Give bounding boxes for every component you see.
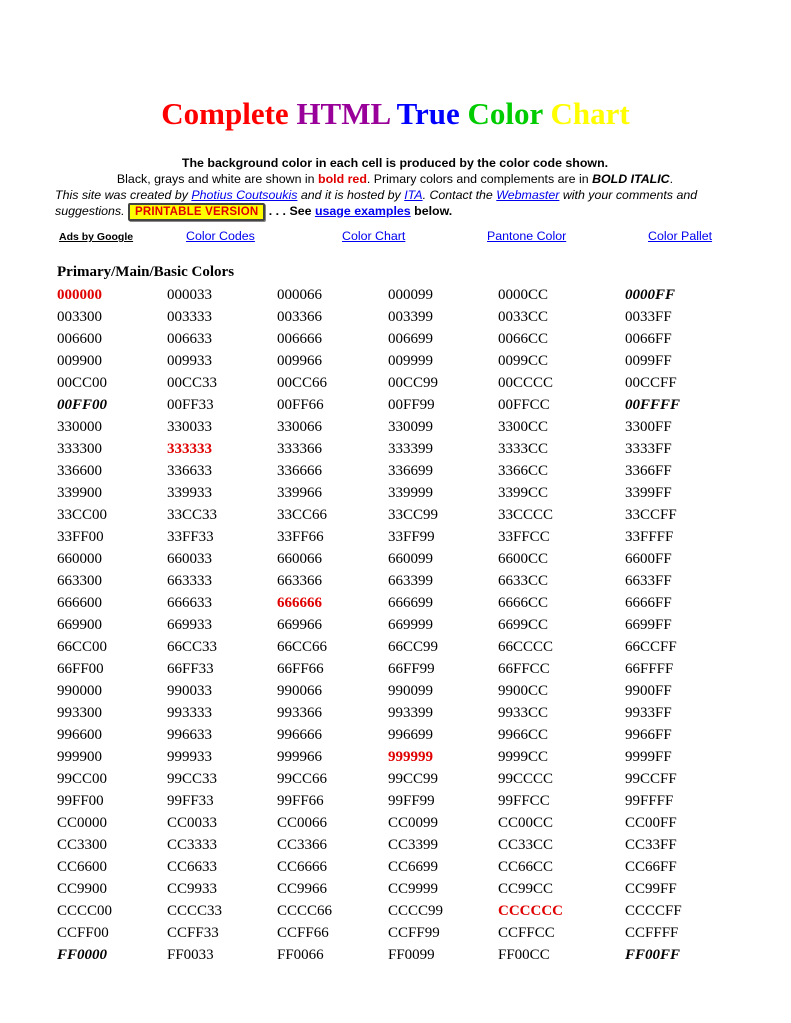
ads-by-google-label[interactable]: Ads by Google	[59, 231, 134, 243]
color-code-cell: 6666FF	[625, 595, 672, 611]
color-code-cell: 66CC66	[277, 639, 328, 655]
color-code-cell: 00FF66	[277, 397, 324, 413]
color-code-cell: FF0066	[277, 947, 324, 963]
color-code-cell: 993333	[167, 705, 212, 721]
color-code-cell: 000099	[388, 287, 433, 303]
section-heading: Primary/Main/Basic Colors	[57, 264, 235, 280]
color-code-cell: 333366	[277, 441, 322, 457]
color-code-cell: 663333	[167, 573, 212, 589]
color-code-cell: 663399	[388, 573, 433, 589]
title-word-5: Chart	[550, 96, 630, 131]
color-code-cell: 9999FF	[625, 749, 672, 765]
color-code-cell: CC3399	[388, 837, 439, 853]
color-code-cell: 003300	[57, 309, 102, 325]
color-code-cell: 990099	[388, 683, 433, 699]
color-code-cell: 99CC00	[57, 771, 108, 787]
color-code-cell: CC0000	[57, 815, 108, 831]
intro-line-2-c: .	[669, 172, 674, 186]
color-code-cell: FF0099	[388, 947, 435, 963]
color-code-cell: 330000	[57, 419, 102, 435]
color-code-cell: 00CC66	[277, 375, 328, 391]
color-code-cell: CC99FF	[625, 881, 677, 897]
color-code-cell: 0000CC	[498, 287, 549, 303]
color-code-cell: 3300CC	[498, 419, 549, 435]
ad-link-bar	[55, 229, 735, 247]
color-code-cell: 993300	[57, 705, 102, 721]
title-word-4: Color	[467, 96, 543, 131]
color-code-cell: 9933CC	[498, 705, 549, 721]
color-code-cell: 000066	[277, 287, 322, 303]
color-code-cell: CC3300	[57, 837, 108, 853]
color-code-cell: 6600FF	[625, 551, 672, 567]
color-code-cell: 660066	[277, 551, 322, 567]
color-code-cell: 66CCCC	[498, 639, 554, 655]
color-code-cell: 996666	[277, 727, 322, 743]
color-code-cell: 6633FF	[625, 573, 672, 589]
color-code-cell: 0099FF	[625, 353, 672, 369]
color-code-cell: 339933	[167, 485, 212, 501]
color-code-cell: 99CCFF	[625, 771, 677, 787]
intro-line-3-b: and it is hosted by	[297, 188, 405, 202]
color-code-cell: 666699	[388, 595, 433, 611]
color-code-cell: CC9999	[388, 881, 439, 897]
color-code-cell: 999933	[167, 749, 212, 765]
color-code-cell: 99FF00	[57, 793, 104, 809]
color-code-cell: 66CCFF	[625, 639, 677, 655]
color-code-cell: 3399CC	[498, 485, 549, 501]
color-code-cell: 3366CC	[498, 463, 549, 479]
intro-line-3-f: below.	[410, 204, 453, 218]
color-code-cell: 33CC33	[167, 507, 218, 523]
color-code-cell: 66FFCC	[498, 661, 550, 677]
title-word-1: Complete	[161, 96, 289, 131]
color-code-cell: 33CCFF	[625, 507, 677, 523]
color-code-cell: 6699CC	[498, 617, 549, 633]
title-word-2: HTML	[296, 96, 390, 131]
color-code-cell: 99FF99	[388, 793, 435, 809]
color-code-cell: CC00CC	[498, 815, 554, 831]
color-code-cell: 006699	[388, 331, 433, 347]
color-code-cell: 6666CC	[498, 595, 549, 611]
intro-bold-red: bold red	[318, 172, 367, 186]
color-code-cell: CC3366	[277, 837, 328, 853]
intro-line-3-e: . . . See	[265, 204, 315, 218]
color-code-cell: 339900	[57, 485, 102, 501]
color-code-cell: CCFF00	[57, 925, 109, 941]
color-code-cell: CC9900	[57, 881, 108, 897]
color-code-cell: 3333CC	[498, 441, 549, 457]
color-code-cell: 0066CC	[498, 331, 549, 347]
color-code-cell: 99CC66	[277, 771, 328, 787]
color-code-cell: 00FFCC	[498, 397, 550, 413]
color-code-cell: CC3333	[167, 837, 218, 853]
color-code-cell: CCCC33	[167, 903, 223, 919]
color-code-cell: 33FF00	[57, 529, 104, 545]
color-code-cell: CCFF66	[277, 925, 329, 941]
page-title	[0, 96, 791, 132]
color-code-cell: 99FF33	[167, 793, 214, 809]
color-code-cell: 669933	[167, 617, 212, 633]
color-code-cell: 99FF66	[277, 793, 324, 809]
color-code-cell: 669966	[277, 617, 322, 633]
color-code-cell: 0099CC	[498, 353, 549, 369]
color-code-cell: 99FFCC	[498, 793, 550, 809]
color-code-cell: 6699FF	[625, 617, 672, 633]
intro-line-2-b: . Primary colors and complements are in	[366, 172, 593, 186]
color-code-cell: CC6699	[388, 859, 439, 875]
color-code-cell: CC0099	[388, 815, 439, 831]
color-code-cell: 66FF99	[388, 661, 435, 677]
color-code-cell: 666666	[277, 595, 322, 611]
color-code-cell: CCFFFF	[625, 925, 679, 941]
color-code-cell: 66FF66	[277, 661, 324, 677]
intro-line-1	[55, 155, 735, 171]
color-code-cell: 66FF00	[57, 661, 104, 677]
color-code-cell: 3333FF	[625, 441, 672, 457]
color-code-cell: 66CC33	[167, 639, 218, 655]
color-code-cell: CC6633	[167, 859, 218, 875]
ad-link-color-pallet[interactable]: Color Pallet	[648, 229, 713, 243]
color-code-cell: 999900	[57, 749, 102, 765]
color-code-cell: 0000FF	[625, 287, 676, 303]
color-code-cell: 33CCCC	[498, 507, 554, 523]
color-code-cell: CCCC66	[277, 903, 333, 919]
color-code-cell: 990066	[277, 683, 322, 699]
color-code-cell: CCCC99	[388, 903, 444, 919]
intro-line-3-a: This site was created by	[55, 188, 192, 202]
color-code-cell: FF00FF	[625, 947, 681, 963]
color-code-cell: 330033	[167, 419, 212, 435]
color-code-cell: 00CC99	[388, 375, 439, 391]
color-code-cell: 993399	[388, 705, 433, 721]
color-code-cell: 33CC00	[57, 507, 108, 523]
color-code-cell: CCCCCC	[498, 903, 563, 919]
title-word-3: True	[396, 96, 460, 131]
color-code-cell: FF0000	[57, 947, 108, 963]
color-code-cell: 9966FF	[625, 727, 672, 743]
intro-line-3-d: with your comments and suggestions.	[55, 188, 698, 218]
color-code-cell: 990000	[57, 683, 102, 699]
color-code-cell: 33FF66	[277, 529, 324, 545]
color-code-cell: CC6600	[57, 859, 108, 875]
color-code-cell: 3300FF	[625, 419, 672, 435]
color-code-cell: 993366	[277, 705, 322, 721]
color-code-cell: CC6666	[277, 859, 328, 875]
color-code-cell: 336699	[388, 463, 433, 479]
color-code-cell: 9900CC	[498, 683, 549, 699]
color-code-cell: CCFFCC	[498, 925, 555, 941]
color-code-cell: 3399FF	[625, 485, 672, 501]
color-code-cell: 33FF99	[388, 529, 435, 545]
color-code-cell: 333333	[167, 441, 212, 457]
color-code-cell: 009933	[167, 353, 212, 369]
color-code-cell: 999966	[277, 749, 322, 765]
color-code-cell: CCCCFF	[625, 903, 682, 919]
color-code-cell: 33CC66	[277, 507, 328, 523]
color-code-cell: 339999	[388, 485, 433, 501]
color-code-cell: 669900	[57, 617, 102, 633]
color-code-cell: 330099	[388, 419, 433, 435]
color-code-cell: CCFF99	[388, 925, 440, 941]
color-code-cell: FF00CC	[498, 947, 550, 963]
color-code-cell: 00FF00	[57, 397, 108, 413]
color-code-cell: CC33FF	[625, 837, 677, 853]
color-code-cell: 33FFCC	[498, 529, 550, 545]
color-code-cell: 33FF33	[167, 529, 214, 545]
color-code-cell: CCFF33	[167, 925, 219, 941]
intro-line-3	[55, 187, 735, 221]
color-code-cell: 006633	[167, 331, 212, 347]
color-code-cell: 003399	[388, 309, 433, 325]
color-code-cell: 336600	[57, 463, 102, 479]
color-code-cell: 99FFFF	[625, 793, 674, 809]
color-code-cell: 663300	[57, 573, 102, 589]
color-code-cell: 996600	[57, 727, 102, 743]
color-code-cell: 00FFFF	[625, 397, 681, 413]
color-code-cell: CC0066	[277, 815, 328, 831]
color-code-cell: 996633	[167, 727, 212, 743]
color-code-cell: 660099	[388, 551, 433, 567]
color-code-cell: 660033	[167, 551, 212, 567]
intro-bold-italic: BOLD ITALIC	[592, 172, 670, 186]
color-code-cell: 333300	[57, 441, 102, 457]
ad-link-pantone-color[interactable]: Pantone Color	[487, 229, 567, 243]
color-code-cell: 66CC99	[388, 639, 439, 655]
color-code-cell: 333399	[388, 441, 433, 457]
color-code-cell: 006666	[277, 331, 322, 347]
printable-version-button[interactable]: PRINTABLE VERSION	[128, 203, 265, 221]
color-code-cell: 336633	[167, 463, 212, 479]
color-code-cell: CC99CC	[498, 881, 554, 897]
color-code-cell: 99CC33	[167, 771, 218, 787]
webmaster-link[interactable]: Webmaster	[496, 188, 560, 202]
color-code-cell: CC9966	[277, 881, 328, 897]
color-code-cell: 330066	[277, 419, 322, 435]
color-code-cell: 996699	[388, 727, 433, 743]
color-code-cell: 3366FF	[625, 463, 672, 479]
color-code-cell: CCCC00	[57, 903, 113, 919]
color-code-cell: CC9933	[167, 881, 218, 897]
color-code-cell: 6600CC	[498, 551, 549, 567]
intro-line-2-a: Black, grays and white are shown in	[116, 172, 319, 186]
color-code-cell: 669999	[388, 617, 433, 633]
color-code-cell: 00CC00	[57, 375, 108, 391]
color-code-cell: 33FFFF	[625, 529, 674, 545]
intro-line-2	[55, 171, 735, 187]
color-code-cell: CC66CC	[498, 859, 554, 875]
color-code-cell: 9933FF	[625, 705, 672, 721]
color-code-cell: 00CCFF	[625, 375, 677, 391]
color-code-cell: 999999	[388, 749, 433, 765]
color-code-cell: 660000	[57, 551, 102, 567]
ad-link-color-codes[interactable]: Color Codes	[186, 229, 255, 243]
color-code-cell: 99CC99	[388, 771, 439, 787]
color-code-cell: 009999	[388, 353, 433, 369]
color-code-cell: CC66FF	[625, 859, 677, 875]
color-code-cell: 00FF33	[167, 397, 214, 413]
color-code-cell: 000000	[57, 287, 102, 303]
color-code-cell: 000033	[167, 287, 212, 303]
color-code-cell: 99CCCC	[498, 771, 554, 787]
color-code-cell: 339966	[277, 485, 322, 501]
host-link[interactable]: ITA	[404, 188, 423, 202]
color-code-cell: 666633	[167, 595, 212, 611]
color-code-cell: FF0033	[167, 947, 214, 963]
color-code-cell: 006600	[57, 331, 102, 347]
usage-examples-link[interactable]: usage examples	[314, 204, 411, 218]
color-code-cell: CC0033	[167, 815, 218, 831]
color-code-cell: 003333	[167, 309, 212, 325]
color-code-cell: 009900	[57, 353, 102, 369]
color-code-cell: 66CC00	[57, 639, 108, 655]
intro-line-3-c: . Contact the	[422, 188, 497, 202]
color-code-cell: 6633CC	[498, 573, 549, 589]
color-code-cell: 33CC99	[388, 507, 439, 523]
color-code-cell: 336666	[277, 463, 322, 479]
color-code-cell: 0033FF	[625, 309, 672, 325]
color-code-cell: 00FF99	[388, 397, 435, 413]
color-code-cell: 66FFFF	[625, 661, 674, 677]
intro-text	[55, 155, 735, 221]
color-code-cell: 990033	[167, 683, 212, 699]
color-code-cell: 9966CC	[498, 727, 549, 743]
color-code-cell: 003366	[277, 309, 322, 325]
color-code-cell: 663366	[277, 573, 322, 589]
color-code-cell: 666600	[57, 595, 102, 611]
ad-link-color-chart[interactable]: Color Chart	[342, 229, 406, 243]
color-code-cell: 0066FF	[625, 331, 672, 347]
color-code-cell: 00CC33	[167, 375, 218, 391]
intro-line-1-text: The background color in each cell is produced by the color code shown.	[181, 156, 609, 170]
author-link[interactable]: Photius Coutsoukis	[191, 188, 298, 202]
color-code-cell: 66FF33	[167, 661, 214, 677]
color-code-cell: 00CCCC	[498, 375, 554, 391]
color-code-cell: 9999CC	[498, 749, 549, 765]
color-code-cell: CC00FF	[625, 815, 677, 831]
color-code-cell: CC33CC	[498, 837, 554, 853]
color-code-cell: 9900FF	[625, 683, 672, 699]
color-code-cell: 009966	[277, 353, 322, 369]
color-code-cell: 0033CC	[498, 309, 549, 325]
